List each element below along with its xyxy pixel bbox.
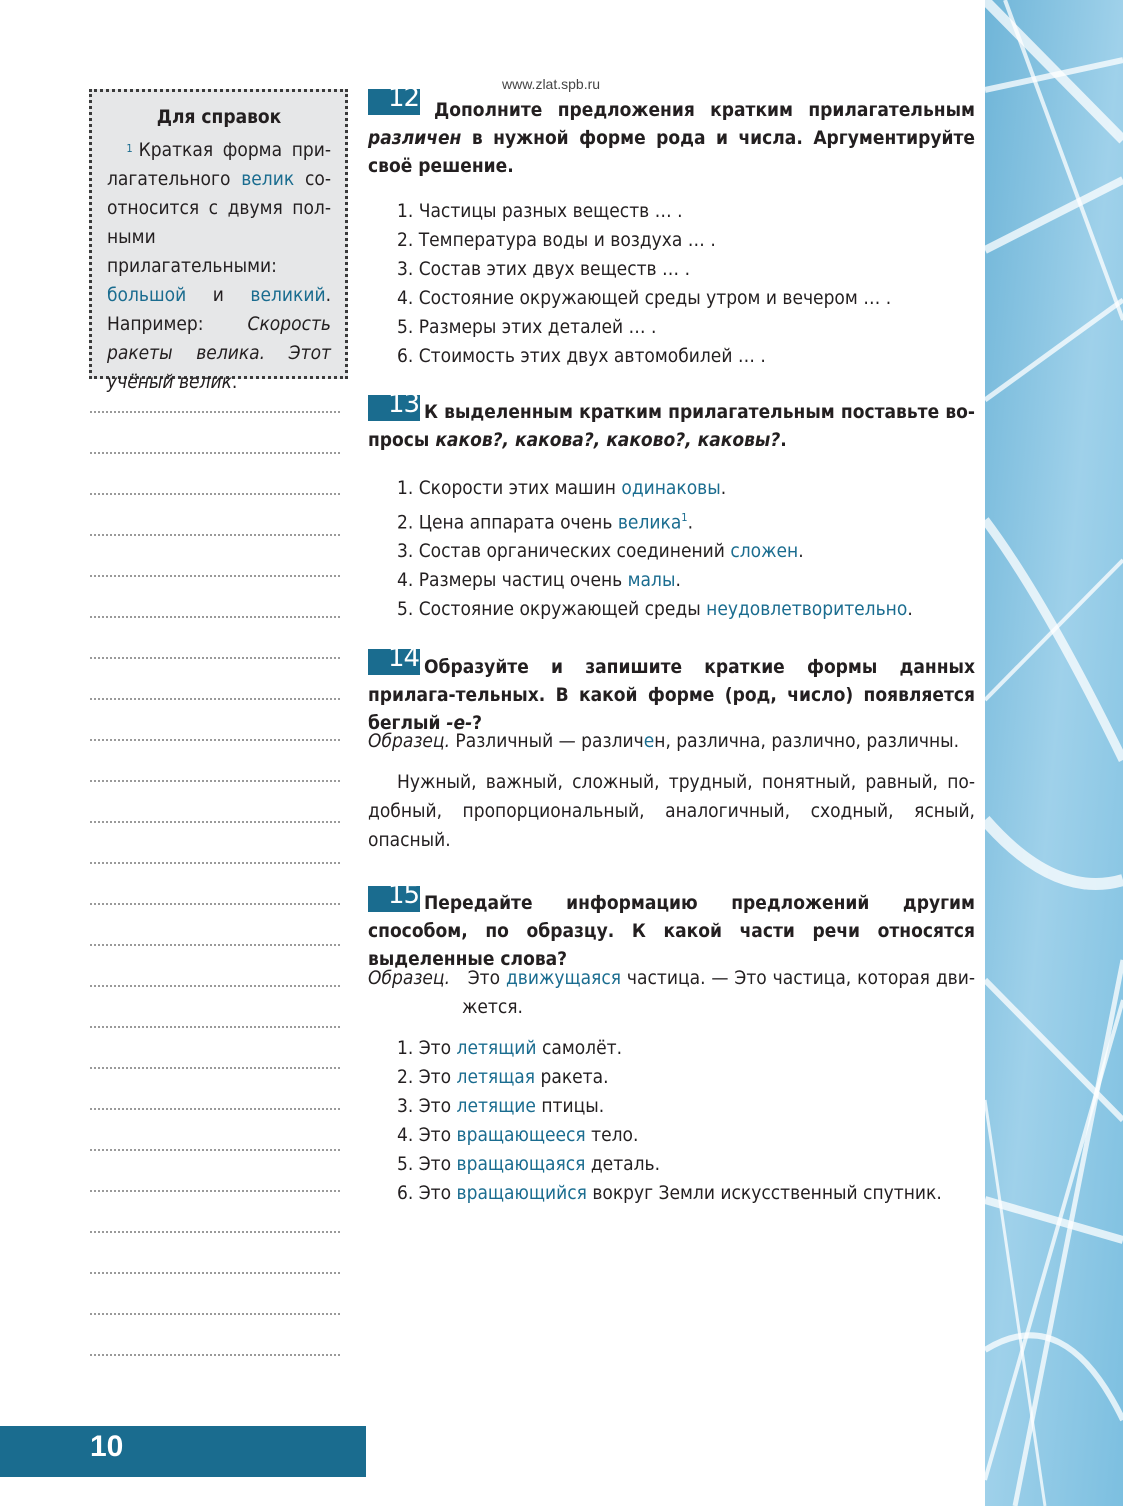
list-item: 2. Это летящая ракета. <box>397 1066 609 1088</box>
note-lines <box>90 411 340 1395</box>
list-item: 5. Это вращающаяся деталь. <box>397 1153 661 1175</box>
task-number-badge: 14 <box>368 649 420 675</box>
task-12-list <box>397 197 891 371</box>
note-line <box>90 1231 340 1233</box>
note-line <box>90 657 340 659</box>
note-line <box>90 1149 340 1151</box>
list-item: 5. Состояние окружающей среды неудовлетворительно. <box>397 598 913 621</box>
list-item: 5. Размеры этих деталей … . <box>397 316 657 338</box>
task-14-sample: Образец. Различный — различен, различна, различно, различны. <box>368 730 960 752</box>
note-line <box>90 1190 340 1192</box>
task-13-list <box>397 474 913 624</box>
example-italic: Скорость ракеты велика. Этот учёный велик <box>107 313 331 393</box>
note-line <box>90 862 340 864</box>
task-14-words: Нужный, важный, сложный, трудный, понятный, равный, по-добный, пропорциональный, аналогичный, сходный, ясный, опасный. <box>368 771 975 851</box>
task-12-text: Дополните предложения кратким прилагательным различен в нужной форме рода и числа. Аргументируйте своё решение. <box>368 99 975 177</box>
note-line <box>90 821 340 823</box>
note-line <box>90 493 340 495</box>
task-14-text: Образуйте и запишите краткие формы данных прилага-тельных. В какой форме (род, число) появляется беглый -е-? <box>368 656 975 734</box>
list-item: 4. Состояние окружающей среды утром и вечером … . <box>397 287 892 309</box>
task-number-badge: 12 <box>368 89 420 115</box>
list-item: 3. Состав органических соединений сложен. <box>397 540 804 563</box>
list-item: 3. Состав этих двух веществ … . <box>397 258 691 280</box>
list-item: 2. Цена аппарата очень велика$^1$. <box>397 511 694 534</box>
task-15-sample: Образец. Это движущаяся частица. — Это частица, которая дви-жется. <box>368 967 975 1018</box>
list-item: 6. Это вращающийся вокруг Земли искусственный спутник. <box>397 1182 942 1204</box>
note-line <box>90 698 340 700</box>
note-line <box>90 411 340 413</box>
note-line <box>90 616 340 618</box>
list-item: 1. Скорости этих машин одинаковы. <box>397 477 727 499</box>
task-15-list <box>397 1034 942 1208</box>
note-line <box>90 1108 340 1110</box>
page-number: 10 <box>90 1430 124 1463</box>
decorative-side-image <box>985 0 1123 1506</box>
list-item: 1. Частицы разных веществ … . <box>397 200 683 222</box>
highlight-word: большой <box>107 284 187 306</box>
note-line <box>90 1067 340 1069</box>
footnote-mark: 1 <box>126 142 133 155</box>
note-line <box>90 1026 340 1028</box>
note-line <box>90 903 340 905</box>
task-number-badge: 15 <box>368 886 420 912</box>
task-15-text: Передайте информацию предложений другим способом, по образцу. К какой части речи относятся выделенные слова? <box>368 892 975 970</box>
reference-box <box>89 89 348 393</box>
note-line <box>90 780 340 782</box>
task-number-badge: 13 <box>368 395 420 421</box>
note-line <box>90 534 340 536</box>
list-item: 3. Это летящие птицы. <box>397 1095 605 1117</box>
list-item: 4. Размеры частиц очень малы. <box>397 569 681 592</box>
list-item: 2. Температура воды и воздуха … . <box>397 229 716 251</box>
note-line <box>90 452 340 454</box>
reference-title: Для справок <box>156 106 282 128</box>
list-item: 6. Стоимость этих двух автомобилей … . <box>397 345 766 367</box>
page-number-band <box>0 1426 366 1477</box>
task-13-text: К выделенным кратким прилагательным поставьте во-просы каков?, какова?, каково?, каковы?. <box>368 401 975 451</box>
note-line <box>90 1354 340 1356</box>
list-item: 1. Это летящий самолёт. <box>397 1037 622 1059</box>
note-line <box>90 1272 340 1274</box>
note-line <box>90 985 340 987</box>
highlight-word: великий <box>250 284 326 306</box>
highlight-word: велик <box>241 168 295 190</box>
note-line <box>90 1313 340 1315</box>
reference-text: $^1$ Краткая форма при-лагательного велик со-относится с двумя пол-ными прилагательными: большой и великий. Например: Скорость ракеты велика. Этот учёный велик. <box>107 139 332 393</box>
note-line <box>90 944 340 946</box>
note-line <box>90 575 340 577</box>
note-line <box>90 739 340 741</box>
list-item: 4. Это вращающееся тело. <box>397 1124 639 1146</box>
